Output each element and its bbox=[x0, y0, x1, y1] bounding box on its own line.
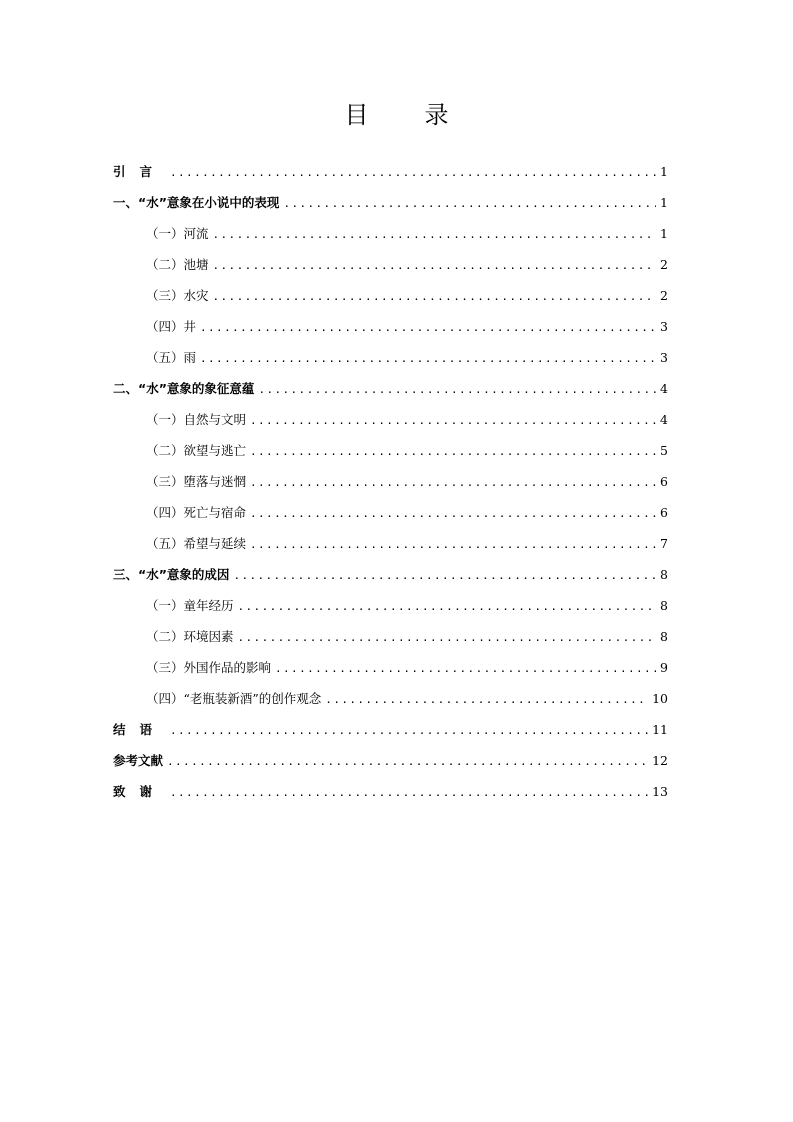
toc-entry-page: 4 bbox=[660, 412, 668, 427]
toc-entry-label: 致谢 bbox=[113, 784, 167, 799]
toc-leader-dots bbox=[167, 752, 648, 772]
toc-leader-dots bbox=[200, 349, 656, 369]
toc-entry-chapter-2[interactable] bbox=[113, 379, 668, 410]
toc-entry-1-5[interactable] bbox=[113, 348, 668, 379]
page-title bbox=[0, 100, 793, 130]
toc-entry-label: （四）“老瓶装新酒”的创作观念 bbox=[146, 691, 322, 706]
toc-leader-dots bbox=[213, 225, 656, 245]
toc-leader-dots bbox=[258, 380, 656, 400]
toc-entry-chapter-3[interactable] bbox=[113, 565, 668, 596]
toc-entry-references[interactable] bbox=[113, 751, 668, 782]
toc-entry-page: 2 bbox=[660, 288, 668, 303]
toc-entry-1-1[interactable] bbox=[113, 224, 668, 255]
toc-leader-dots bbox=[250, 473, 656, 493]
toc-entry-page: 6 bbox=[660, 505, 668, 520]
toc-entry-label: （三）水灾 bbox=[146, 288, 209, 303]
title-char-2: 录 bbox=[424, 101, 449, 129]
toc-entry-page: 11 bbox=[652, 722, 668, 737]
toc-leader-dots bbox=[325, 690, 648, 710]
toc-entry-label: （二）环境因素 bbox=[146, 629, 234, 644]
toc-entry-2-1[interactable] bbox=[113, 410, 668, 441]
toc-entry-label: 三、“水”意象的成因 bbox=[113, 567, 230, 582]
title-char-1: 目 bbox=[344, 101, 369, 129]
toc-leader-dots bbox=[213, 287, 656, 307]
toc-entry-label: 一、“水”意象在小说中的表现 bbox=[113, 195, 280, 210]
toc-entry-label: （五）雨 bbox=[146, 350, 197, 365]
toc-entry-page: 7 bbox=[660, 536, 668, 551]
toc-entry-page: 1 bbox=[660, 226, 668, 241]
toc-entry-3-3[interactable] bbox=[113, 658, 668, 689]
toc-entry-page: 13 bbox=[652, 784, 668, 799]
toc-entry-label: 引言 bbox=[113, 164, 167, 179]
toc-entry-page: 3 bbox=[660, 350, 668, 365]
toc-leader-dots bbox=[250, 504, 656, 524]
toc-entry-page: 5 bbox=[660, 443, 668, 458]
toc-entry-page: 6 bbox=[660, 474, 668, 489]
toc-leader-dots bbox=[238, 628, 656, 648]
toc-entry-label: （一）河流 bbox=[146, 226, 209, 241]
toc-entry-3-1[interactable] bbox=[113, 596, 668, 627]
toc-entry-conclusion[interactable] bbox=[113, 720, 668, 751]
toc-entry-label: （二）池塘 bbox=[146, 257, 209, 272]
toc-entry-page: 3 bbox=[660, 319, 668, 334]
toc-leader-dots bbox=[170, 721, 648, 741]
toc-entry-acknowledgements[interactable] bbox=[113, 782, 668, 813]
toc-entry-page: 12 bbox=[652, 753, 668, 768]
toc-leader-dots bbox=[200, 318, 656, 338]
toc-entry-1-4[interactable] bbox=[113, 317, 668, 348]
toc-entry-label: （二）欲望与逃亡 bbox=[146, 443, 247, 458]
toc-entry-page: 8 bbox=[660, 629, 668, 644]
toc-entry-label: （五）希望与延续 bbox=[146, 536, 247, 551]
toc-entry-2-5[interactable] bbox=[113, 534, 668, 565]
toc-leader-dots bbox=[170, 163, 656, 183]
toc-entry-page: 8 bbox=[660, 567, 668, 582]
toc-entry-label: （四）井 bbox=[146, 319, 197, 334]
toc-entry-1-3[interactable] bbox=[113, 286, 668, 317]
toc-entry-label: （一）自然与文明 bbox=[146, 412, 247, 427]
toc-leader-dots bbox=[275, 659, 656, 679]
toc-entry-chapter-1[interactable] bbox=[113, 193, 668, 224]
toc-leader-dots bbox=[250, 535, 656, 555]
toc-entry-label: 二、“水”意象的象征意蕴 bbox=[113, 381, 255, 396]
toc-leader-dots bbox=[233, 566, 656, 586]
table-of-contents bbox=[113, 162, 668, 813]
toc-leader-dots bbox=[213, 256, 656, 276]
toc-entry-2-4[interactable] bbox=[113, 503, 668, 534]
toc-entry-page: 10 bbox=[652, 691, 668, 706]
toc-entry-introduction[interactable] bbox=[113, 162, 668, 193]
toc-entry-page: 4 bbox=[660, 381, 668, 396]
toc-entry-page: 2 bbox=[660, 257, 668, 272]
toc-leader-dots bbox=[250, 442, 656, 462]
toc-entry-3-4[interactable] bbox=[113, 689, 668, 720]
toc-entry-page: 9 bbox=[660, 660, 668, 675]
toc-entry-1-2[interactable] bbox=[113, 255, 668, 286]
toc-entry-label: 结语 bbox=[113, 722, 167, 737]
toc-leader-dots bbox=[238, 597, 656, 617]
toc-entry-label: （三）堕落与迷惘 bbox=[146, 474, 247, 489]
toc-entry-3-2[interactable] bbox=[113, 627, 668, 658]
toc-entry-page: 8 bbox=[660, 598, 668, 613]
toc-entry-page: 1 bbox=[660, 164, 668, 179]
toc-leader-dots bbox=[170, 783, 648, 803]
toc-entry-2-2[interactable] bbox=[113, 441, 668, 472]
toc-leader-dots bbox=[250, 411, 656, 431]
toc-entry-label: （三）外国作品的影响 bbox=[146, 660, 272, 675]
toc-entry-label: （四）死亡与宿命 bbox=[146, 505, 247, 520]
toc-entry-label: 参考文献 bbox=[113, 753, 164, 768]
toc-entry-label: （一）童年经历 bbox=[146, 598, 234, 613]
toc-entry-page: 1 bbox=[660, 195, 668, 210]
toc-leader-dots bbox=[283, 194, 656, 214]
toc-entry-2-3[interactable] bbox=[113, 472, 668, 503]
